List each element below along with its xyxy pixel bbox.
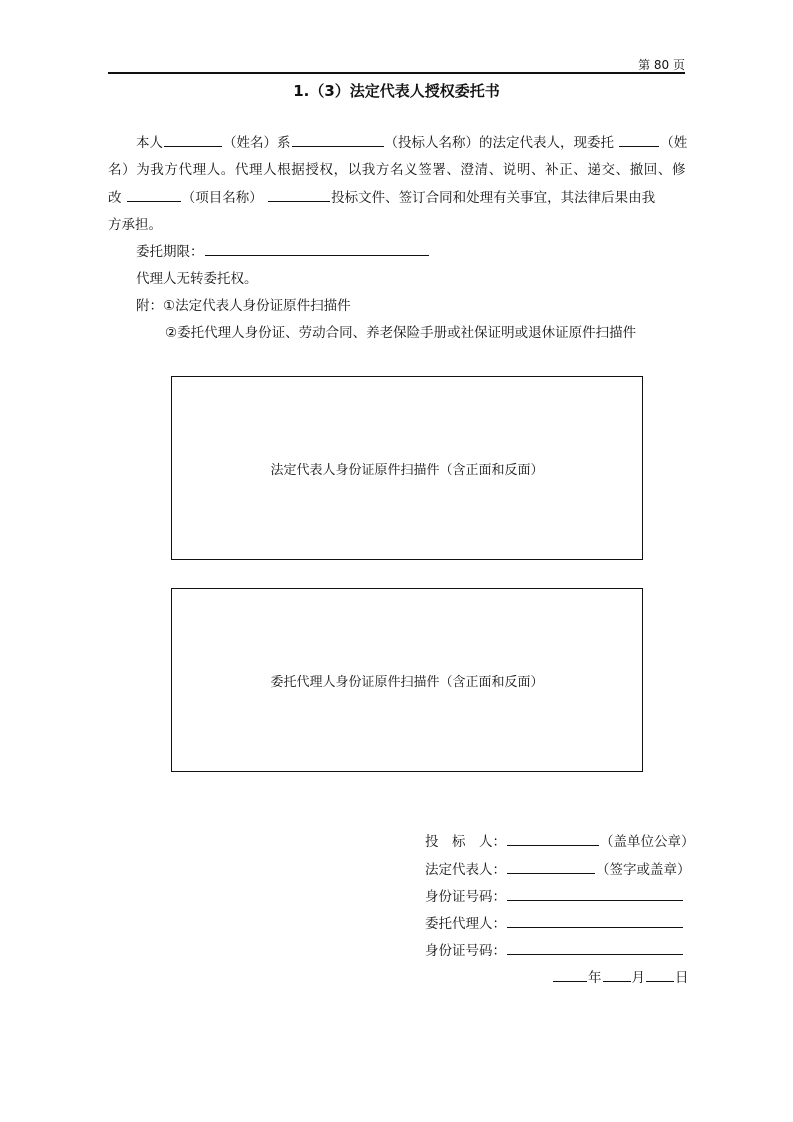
day-label: 日 — [675, 970, 689, 986]
name-blank — [164, 134, 222, 147]
blank — [507, 888, 683, 901]
label: 身份证号码： — [425, 889, 506, 905]
text: 本人 — [136, 135, 163, 151]
text: （姓名）系 — [223, 135, 291, 151]
text: 改 — [108, 190, 122, 206]
term-blank — [205, 243, 429, 256]
sig-id-1 — [425, 885, 684, 905]
month-label: 月 — [631, 970, 645, 986]
agent-name-blank — [619, 134, 659, 147]
sig-agent — [425, 912, 684, 932]
note: （盖单位公章） — [600, 834, 695, 850]
label: 法定代表人： — [425, 862, 506, 878]
year-label: 年 — [588, 970, 602, 986]
attachment-1: 附：①法定代表人身份证原件扫描件 — [136, 298, 351, 314]
body-line-4: 方承担。 — [108, 217, 162, 233]
body-line-1 — [136, 131, 687, 151]
bidder-blank — [292, 134, 384, 147]
header-rule — [108, 72, 685, 74]
text: （项目名称） — [181, 190, 263, 206]
blank — [507, 833, 599, 846]
blank — [507, 942, 683, 955]
box-label: 委托代理人身份证原件扫描件（含正面和反面） — [270, 674, 544, 690]
term-line — [136, 240, 430, 260]
label: 投 标 人： — [425, 834, 506, 850]
project-blank — [127, 189, 181, 202]
box-label: 法定代表人身份证原件扫描件（含正面和反面） — [270, 462, 544, 478]
sig-legal-rep — [425, 858, 691, 878]
text: 投标文件、签订合同和处理有关事宜，其法律后果由我 — [331, 190, 656, 206]
note: （签字或盖章） — [596, 862, 691, 878]
month-blank — [603, 969, 631, 982]
sig-bidder — [425, 830, 695, 850]
blank — [507, 861, 595, 874]
page-number: 第 80 页 — [638, 58, 685, 72]
text: （投标人名称）的法定代表人，现委托 — [384, 135, 614, 151]
legal-rep-id-scan-box — [171, 376, 643, 560]
term-label: 委托期限： — [136, 244, 204, 260]
attachment-2: ②委托代理人身份证、劳动合同、养老保险手册或社保证明或退休证原件扫描件 — [165, 325, 637, 341]
day-blank — [646, 969, 674, 982]
sig-id-2 — [425, 939, 684, 959]
blank — [268, 189, 330, 202]
text: （姓 — [660, 135, 688, 151]
body-line-2: 名）为我方代理人。代理人根据授权，以我方名义签署、澄清、说明、补正、递交、撤回、修 — [108, 162, 687, 178]
agent-id-scan-box — [171, 588, 643, 772]
body-line-3 — [108, 186, 655, 206]
year-blank — [553, 969, 587, 982]
date-line — [552, 966, 689, 986]
no-subdelegation: 代理人无转委托权。 — [136, 271, 258, 287]
page-title: 1.（3）法定代表人授权委托书 — [293, 82, 500, 100]
blank — [507, 915, 683, 928]
label: 身份证号码： — [425, 943, 506, 959]
label: 委托代理人： — [425, 916, 506, 932]
